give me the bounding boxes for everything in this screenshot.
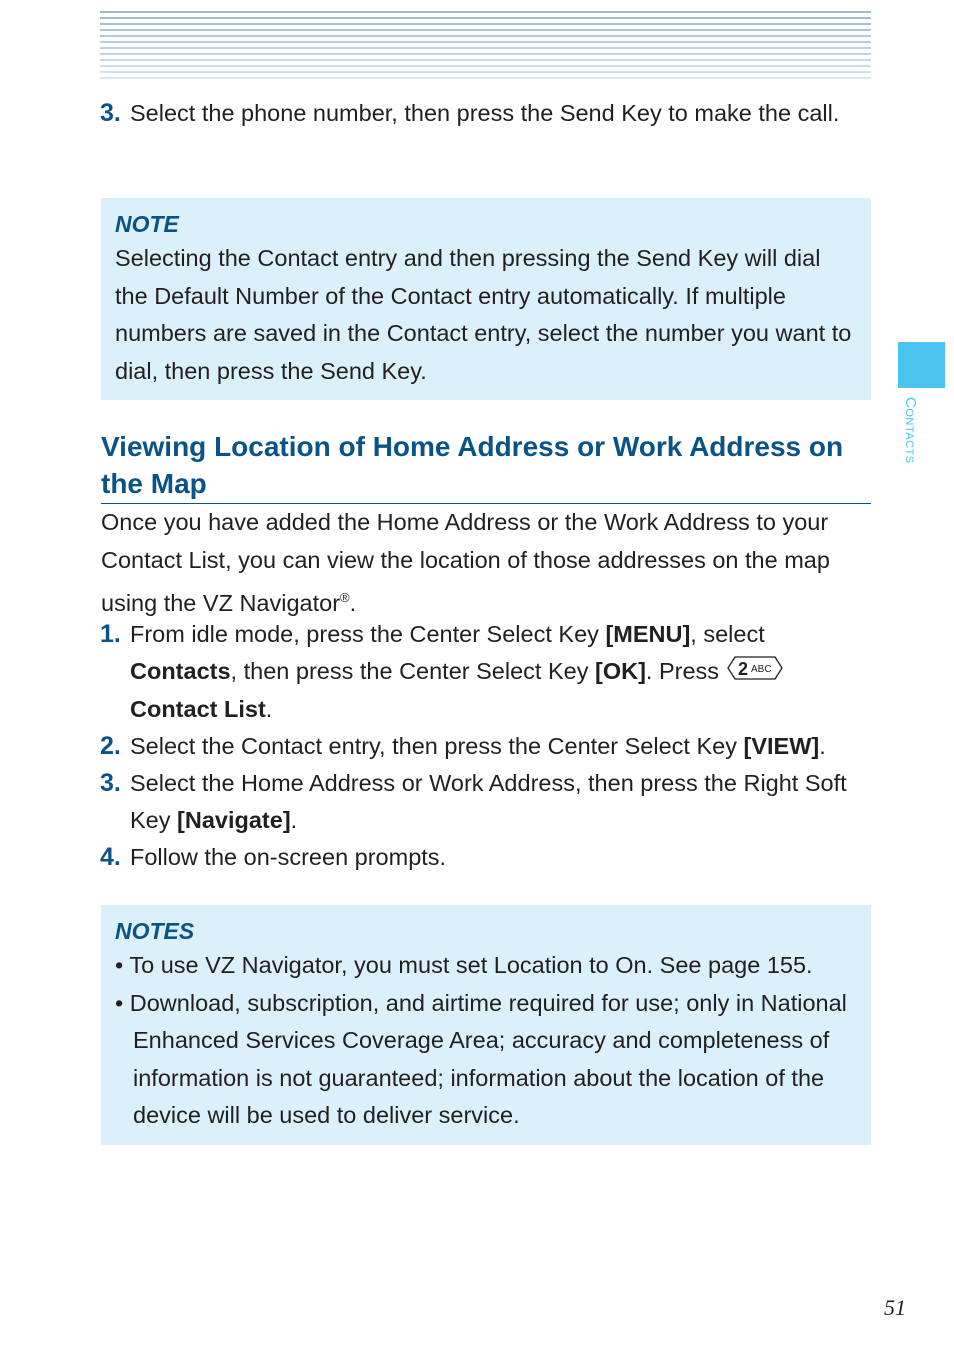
key-2-abc-icon: [727, 654, 783, 691]
key-label: [OK]: [595, 658, 646, 684]
text-run: . Press: [645, 658, 720, 684]
step-1: [100, 616, 870, 728]
text-run: From idle mode, press the Center Select Key: [130, 621, 606, 647]
note-title: NOTE: [115, 211, 179, 237]
step-3: [100, 765, 870, 839]
step-number: 2.: [100, 732, 121, 760]
notes-bullet: • To use VZ Navigator, you must set Location to On. See page 155.: [115, 952, 813, 978]
step-text: Select the phone number, then press the Send Key to make the call.: [130, 100, 840, 126]
side-tab-marker: [898, 342, 945, 388]
text-run: .: [819, 733, 826, 759]
bullet-text: Download, subscription, and airtime required for use; only in National Enhanced Services Coverage Area; accuracy and completeness of information is not guaranteed; information about the location of the device will be used to deliver service.: [129, 989, 847, 1128]
text-run: , select: [690, 621, 765, 647]
svg-text:ABC: ABC: [751, 664, 772, 676]
notes-box: [101, 905, 871, 1145]
svg-text:2: 2: [738, 659, 749, 680]
bullet-text: To use VZ Navigator, you must set Location to On. See page 155.: [129, 952, 813, 978]
step-number: 3.: [100, 769, 121, 797]
header-banner: [100, 11, 871, 80]
page-number: 51: [884, 1295, 906, 1320]
step-text: [130, 616, 870, 728]
text-run: .: [265, 696, 273, 723]
text-run: Select the Home Address or Work Address, then press the Right Soft Key: [130, 770, 847, 833]
side-tab-label: Contacts: [902, 397, 919, 464]
section-heading: Viewing Location of Home Address or Work Address on the Map: [101, 428, 871, 504]
menu-label: Contact List: [130, 696, 266, 723]
registered-mark: ®: [340, 590, 350, 605]
step-text: [130, 765, 870, 839]
step-2: [100, 728, 870, 765]
key-label: [VIEW]: [743, 733, 820, 759]
step-text: [130, 839, 870, 876]
intro-end: .: [349, 589, 357, 616]
notes-bullet: • Download, subscription, and airtime required for use; only in National Enhanced Services Coverage Area; accuracy and completeness of information is not guaranteed; information about the location of the device will be used to deliver service.: [115, 989, 847, 1128]
text-run: Follow the on-screen prompts.: [130, 844, 447, 870]
key-label: [Navigate]: [177, 807, 291, 833]
step-number: 4.: [100, 843, 121, 871]
step-4: [100, 839, 870, 876]
text-run: Select the Contact entry, then press the Center Select Key: [130, 733, 744, 759]
step-number: 1.: [100, 620, 121, 648]
menu-label: Contacts: [130, 658, 231, 684]
step-text: [130, 728, 870, 765]
step-3-prev: [100, 95, 870, 132]
note-text: Selecting the Contact entry and then pressing the Send Key will dial the Default Number of the Contact entry automatically. If multiple numbers are saved in the Contact entry, select the number you want to dial, then press the Send Key.: [115, 245, 852, 384]
step-number: 3.: [100, 99, 121, 127]
key-label: [MENU]: [605, 621, 691, 647]
note-box: [101, 198, 871, 400]
intro-text: Once you have added the Home Address or the Work Address to your Contact List, you can view the location of those addresses on the map using the VZ Navigator: [101, 509, 830, 616]
text-run: .: [290, 807, 298, 833]
notes-title: NOTES: [115, 918, 195, 944]
text-run: , then press the Center Select Key: [230, 658, 595, 684]
intro-paragraph: [101, 504, 876, 622]
